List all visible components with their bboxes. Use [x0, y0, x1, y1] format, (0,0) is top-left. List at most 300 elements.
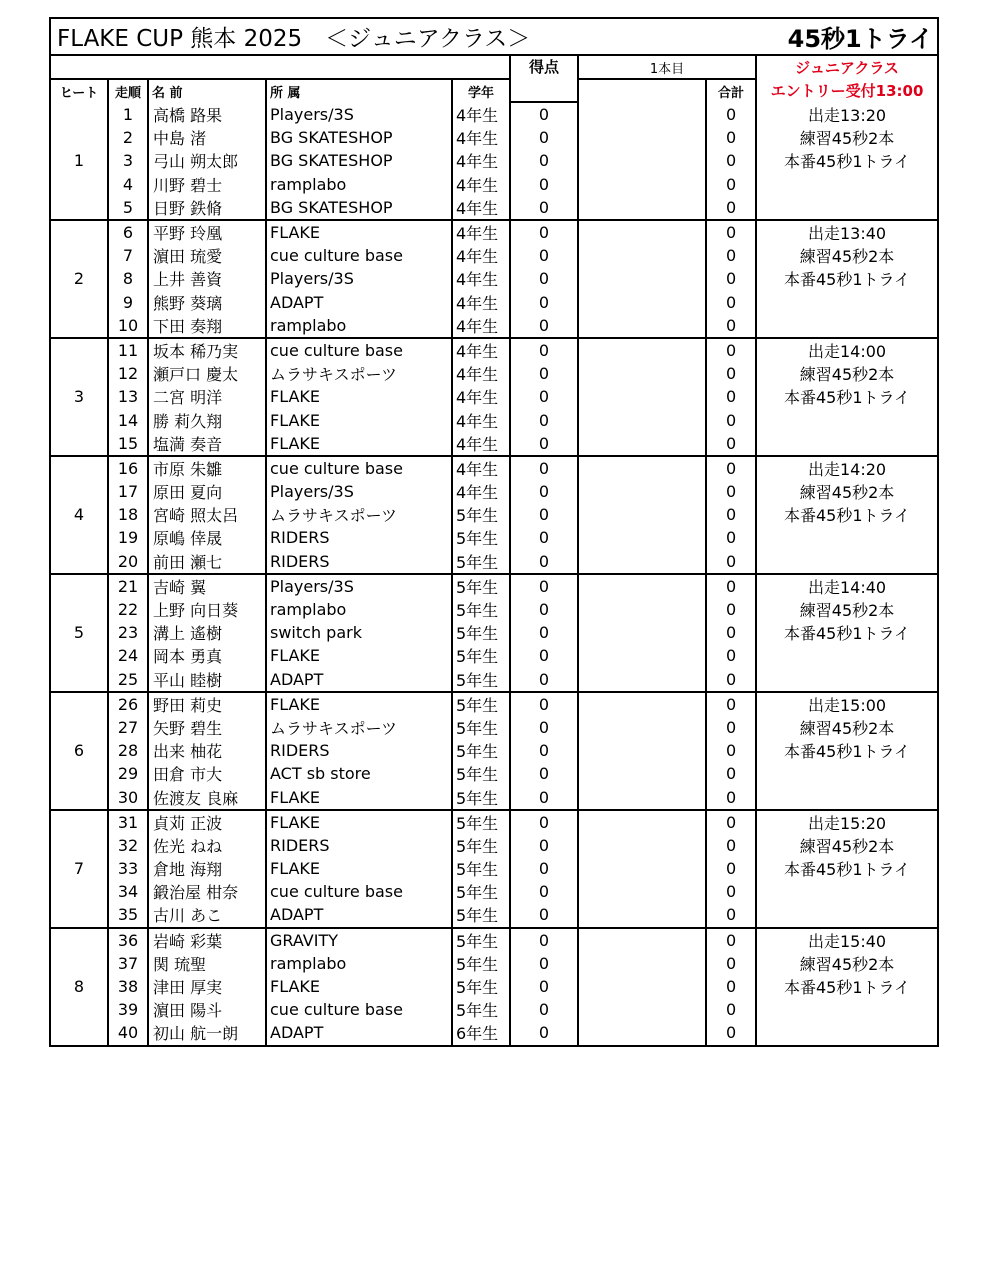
rider-score: 0 — [510, 220, 578, 244]
class-label: ジュニアクラス — [756, 55, 938, 79]
heat-info-blank — [756, 998, 938, 1021]
rider-name: 原嶋 倖晟 — [148, 526, 266, 549]
rider-team: GRAVITY — [266, 928, 452, 952]
rider-total: 0 — [706, 126, 756, 149]
heat-info: 練習45秒2本 — [756, 598, 938, 621]
rider-score: 0 — [510, 857, 578, 880]
rider-name: 佐渡友 良麻 — [148, 785, 266, 809]
run1-cell — [578, 385, 706, 408]
heat-info-blank — [756, 1021, 938, 1045]
heat-info: 本番45秒1トライ — [756, 149, 938, 172]
rider-team: Players/3S — [266, 480, 452, 503]
run1-cell — [578, 173, 706, 196]
table-row — [50, 550, 938, 574]
run1-cell — [578, 880, 706, 903]
rider-team: Players/3S — [266, 574, 452, 598]
rider-name: 上井 善資 — [148, 267, 266, 290]
rider-grade: 4年生 — [452, 362, 510, 385]
run-order: 14 — [108, 408, 148, 431]
heat-info: 出走15:20 — [756, 810, 938, 834]
heat-info: 出走15:40 — [756, 928, 938, 952]
heat-info-blank — [756, 762, 938, 785]
rider-grade: 4年生 — [452, 432, 510, 456]
run-order: 23 — [108, 621, 148, 644]
run-order: 32 — [108, 834, 148, 857]
run-order: 28 — [108, 739, 148, 762]
rider-name: 濵田 琉愛 — [148, 244, 266, 267]
rider-total: 0 — [706, 692, 756, 716]
rider-grade: 5年生 — [452, 574, 510, 598]
run-order: 24 — [108, 644, 148, 667]
rider-grade: 5年生 — [452, 668, 510, 692]
rider-total: 0 — [706, 621, 756, 644]
rider-team: RIDERS — [266, 739, 452, 762]
heat-info: 練習45秒2本 — [756, 244, 938, 267]
run1-cell — [578, 598, 706, 621]
rider-grade: 4年生 — [452, 338, 510, 362]
table-row — [50, 928, 938, 952]
rider-name: 鍛治屋 柑奈 — [148, 880, 266, 903]
rider-team: ramplabo — [266, 952, 452, 975]
heat-info: 出走14:00 — [756, 338, 938, 362]
run-order: 26 — [108, 692, 148, 716]
rider-score: 0 — [510, 314, 578, 338]
table-row — [50, 692, 938, 716]
rider-grade: 5年生 — [452, 644, 510, 667]
rider-team: FLAKE — [266, 432, 452, 456]
rider-team: FLAKE — [266, 408, 452, 431]
run-order: 25 — [108, 668, 148, 692]
rider-team: cue culture base — [266, 880, 452, 903]
heat-info-blank — [756, 526, 938, 549]
table-row — [50, 810, 938, 834]
rider-grade: 5年生 — [452, 762, 510, 785]
run-order: 15 — [108, 432, 148, 456]
rider-name: 矢野 碧生 — [148, 716, 266, 739]
rider-grade: 5年生 — [452, 692, 510, 716]
table-row — [50, 621, 938, 644]
rider-total: 0 — [706, 220, 756, 244]
rider-team: FLAKE — [266, 644, 452, 667]
table-row — [50, 267, 938, 290]
table-row — [50, 834, 938, 857]
table-row — [50, 149, 938, 172]
run-order: 18 — [108, 503, 148, 526]
table-row — [50, 385, 938, 408]
table-row — [50, 975, 938, 998]
run1-cell — [578, 503, 706, 526]
rider-total: 0 — [706, 196, 756, 220]
table-row — [50, 244, 938, 267]
run-order: 3 — [108, 149, 148, 172]
rider-grade: 4年生 — [452, 480, 510, 503]
heat-number: 3 — [50, 338, 108, 456]
rider-total: 0 — [706, 668, 756, 692]
heat-info-blank — [756, 196, 938, 220]
header-grade: 学年 — [452, 79, 510, 102]
rider-grade: 4年生 — [452, 149, 510, 172]
rider-total: 0 — [706, 975, 756, 998]
rider-grade: 4年生 — [452, 291, 510, 314]
rider-score: 0 — [510, 408, 578, 431]
table-row — [50, 480, 938, 503]
rider-name: 岩崎 彩葉 — [148, 928, 266, 952]
heat-number: 8 — [50, 928, 108, 1046]
heat-info-blank — [756, 408, 938, 431]
rider-grade: 5年生 — [452, 716, 510, 739]
heat-number: 6 — [50, 692, 108, 810]
rider-grade: 5年生 — [452, 952, 510, 975]
run-order: 40 — [108, 1021, 148, 1045]
rider-team: Players/3S — [266, 102, 452, 126]
rider-score: 0 — [510, 480, 578, 503]
rider-grade: 4年生 — [452, 126, 510, 149]
rider-score: 0 — [510, 102, 578, 126]
rider-grade: 5年生 — [452, 998, 510, 1021]
rider-grade: 4年生 — [452, 196, 510, 220]
run1-cell — [578, 834, 706, 857]
rider-grade: 4年生 — [452, 244, 510, 267]
heat-info: 練習45秒2本 — [756, 126, 938, 149]
run-order: 35 — [108, 903, 148, 927]
rider-name: 吉崎 翼 — [148, 574, 266, 598]
rider-name: 田倉 市大 — [148, 762, 266, 785]
table-row — [50, 338, 938, 362]
rider-score: 0 — [510, 903, 578, 927]
entry-sheet — [49, 17, 937, 1047]
rider-total: 0 — [706, 362, 756, 385]
run-order: 27 — [108, 716, 148, 739]
rider-name: 岡本 勇真 — [148, 644, 266, 667]
rider-name: 平山 睦樹 — [148, 668, 266, 692]
rider-name: 関 琉聖 — [148, 952, 266, 975]
run-order: 7 — [108, 244, 148, 267]
run1-cell — [578, 716, 706, 739]
rider-total: 0 — [706, 267, 756, 290]
table-row — [50, 998, 938, 1021]
rider-grade: 4年生 — [452, 220, 510, 244]
rider-team: cue culture base — [266, 456, 452, 480]
run-order: 36 — [108, 928, 148, 952]
table-row — [50, 173, 938, 196]
rider-team: BG SKATESHOP — [266, 126, 452, 149]
run1-cell — [578, 267, 706, 290]
rider-total: 0 — [706, 173, 756, 196]
heat-number: 7 — [50, 810, 108, 928]
rider-team: FLAKE — [266, 975, 452, 998]
rider-score: 0 — [510, 762, 578, 785]
rider-score: 0 — [510, 574, 578, 598]
table-row — [50, 220, 938, 244]
header-name: 名 前 — [148, 79, 266, 102]
rider-total: 0 — [706, 456, 756, 480]
heat-info-blank — [756, 314, 938, 338]
table-row — [50, 739, 938, 762]
header-total: 合計 — [706, 79, 756, 102]
run1-cell — [578, 456, 706, 480]
rider-score: 0 — [510, 739, 578, 762]
rider-total: 0 — [706, 716, 756, 739]
header-heat: ヒート — [59, 85, 99, 101]
rider-name: 勝 莉久翔 — [148, 408, 266, 431]
rider-grade: 4年生 — [452, 408, 510, 431]
rider-grade: 5年生 — [452, 834, 510, 857]
heat-info: 練習45秒2本 — [756, 952, 938, 975]
heat-info: 本番45秒1トライ — [756, 975, 938, 998]
rider-grade: 5年生 — [452, 785, 510, 809]
rider-team: RIDERS — [266, 550, 452, 574]
rider-grade: 5年生 — [452, 526, 510, 549]
rider-name: 宮崎 照太呂 — [148, 503, 266, 526]
rider-grade: 6年生 — [452, 1021, 510, 1045]
rider-grade: 5年生 — [452, 550, 510, 574]
rider-team: FLAKE — [266, 220, 452, 244]
table-row — [50, 526, 938, 549]
heat-info: 本番45秒1トライ — [756, 739, 938, 762]
run-order: 13 — [108, 385, 148, 408]
rider-total: 0 — [706, 810, 756, 834]
rider-total: 0 — [706, 644, 756, 667]
heat-info-blank — [756, 668, 938, 692]
heat-info: 本番45秒1トライ — [756, 267, 938, 290]
run-order: 29 — [108, 762, 148, 785]
rider-total: 0 — [706, 503, 756, 526]
rider-name: 佐光 ねね — [148, 834, 266, 857]
rider-total: 0 — [706, 314, 756, 338]
run1-cell — [578, 196, 706, 220]
run1-cell — [578, 291, 706, 314]
rider-name: 高橋 路果 — [148, 102, 266, 126]
run-order: 12 — [108, 362, 148, 385]
table-row — [50, 102, 938, 126]
rider-name: 川野 碧士 — [148, 173, 266, 196]
rider-team: FLAKE — [266, 385, 452, 408]
table-row — [50, 291, 938, 314]
heat-info: 練習45秒2本 — [756, 362, 938, 385]
heat-info: 本番45秒1トライ — [756, 385, 938, 408]
heat-info-blank — [756, 173, 938, 196]
heat-info: 練習45秒2本 — [756, 834, 938, 857]
run1-cell — [578, 102, 706, 126]
heat-info: 本番45秒1トライ — [756, 857, 938, 880]
rider-grade: 5年生 — [452, 598, 510, 621]
table-row — [50, 716, 938, 739]
rider-total: 0 — [706, 739, 756, 762]
rider-name: 初山 航一朗 — [148, 1021, 266, 1045]
run1-cell — [578, 550, 706, 574]
rider-score: 0 — [510, 432, 578, 456]
rider-score: 0 — [510, 244, 578, 267]
heat-info: 練習45秒2本 — [756, 716, 938, 739]
table-row — [50, 880, 938, 903]
rider-total: 0 — [706, 149, 756, 172]
run1-cell — [578, 785, 706, 809]
entry-label: エントリー受付13:00 — [756, 79, 938, 102]
rider-total: 0 — [706, 385, 756, 408]
run1-cell — [578, 314, 706, 338]
table-row — [50, 574, 938, 598]
heat-info: 出走14:40 — [756, 574, 938, 598]
rider-total: 0 — [706, 574, 756, 598]
run-order: 34 — [108, 880, 148, 903]
rider-score: 0 — [510, 267, 578, 290]
table-row — [50, 762, 938, 785]
rider-team: BG SKATESHOP — [266, 196, 452, 220]
run-order: 33 — [108, 857, 148, 880]
run1-cell — [578, 952, 706, 975]
run1-cell — [578, 998, 706, 1021]
rider-name: 日野 鉄脩 — [148, 196, 266, 220]
rider-grade: 5年生 — [452, 857, 510, 880]
rider-name: 古川 あこ — [148, 903, 266, 927]
rider-grade: 4年生 — [452, 102, 510, 126]
rider-score: 0 — [510, 668, 578, 692]
run1-cell — [578, 362, 706, 385]
run1-cell — [578, 903, 706, 927]
run1-cell — [578, 526, 706, 549]
rider-score: 0 — [510, 834, 578, 857]
table-row — [50, 503, 938, 526]
heat-number: 5 — [50, 574, 108, 692]
rider-total: 0 — [706, 598, 756, 621]
run-order: 4 — [108, 173, 148, 196]
rider-score: 0 — [510, 810, 578, 834]
table-row — [50, 314, 938, 338]
rider-total: 0 — [706, 102, 756, 126]
rider-score: 0 — [510, 385, 578, 408]
rider-total: 0 — [706, 432, 756, 456]
heat-info: 本番45秒1トライ — [756, 503, 938, 526]
rider-grade: 5年生 — [452, 880, 510, 903]
rider-grade: 5年生 — [452, 739, 510, 762]
run-order: 19 — [108, 526, 148, 549]
rider-name: 塩満 奏音 — [148, 432, 266, 456]
rider-total: 0 — [706, 408, 756, 431]
heat-info: 出走13:40 — [756, 220, 938, 244]
run-order: 2 — [108, 126, 148, 149]
heat-info: 本番45秒1トライ — [756, 621, 938, 644]
heat-info-blank — [756, 432, 938, 456]
rider-team: cue culture base — [266, 244, 452, 267]
header-run1-blank — [578, 79, 706, 102]
rider-score: 0 — [510, 1021, 578, 1045]
table-row — [50, 126, 938, 149]
run-order: 16 — [108, 456, 148, 480]
table-row — [50, 903, 938, 927]
rider-team: FLAKE — [266, 810, 452, 834]
rider-score: 0 — [510, 880, 578, 903]
rider-team: cue culture base — [266, 338, 452, 362]
heat-table — [49, 17, 939, 1047]
run-order: 11 — [108, 338, 148, 362]
rider-team: FLAKE — [266, 857, 452, 880]
rider-total: 0 — [706, 928, 756, 952]
heat-info-blank — [756, 903, 938, 927]
rider-team: FLAKE — [266, 785, 452, 809]
rider-name: 倉地 海翔 — [148, 857, 266, 880]
run-order: 17 — [108, 480, 148, 503]
rider-score: 0 — [510, 998, 578, 1021]
table-row — [50, 785, 938, 809]
page-title: FLAKE CUP 熊本 2025 ＜ジュニアクラス＞ — [50, 18, 578, 55]
heat-info: 練習45秒2本 — [756, 480, 938, 503]
rider-score: 0 — [510, 785, 578, 809]
rider-name: 前田 瀬七 — [148, 550, 266, 574]
rider-score: 0 — [510, 716, 578, 739]
heat-info: 出走13:20 — [756, 102, 938, 126]
rider-team: Players/3S — [266, 267, 452, 290]
rider-team: ADAPT — [266, 291, 452, 314]
table-row — [50, 432, 938, 456]
rider-score: 0 — [510, 550, 578, 574]
run1-cell — [578, 621, 706, 644]
run1-cell — [578, 975, 706, 998]
table-row — [50, 598, 938, 621]
run1-cell — [578, 739, 706, 762]
run1-cell — [578, 220, 706, 244]
heat-info-blank — [756, 880, 938, 903]
heat-number: 1 — [50, 102, 108, 220]
header-blank — [50, 55, 510, 79]
rider-team: FLAKE — [266, 692, 452, 716]
heat-info-blank — [756, 785, 938, 809]
rider-score: 0 — [510, 362, 578, 385]
format-label: 45秒1トライ — [578, 18, 938, 55]
run1-cell — [578, 810, 706, 834]
rider-name: 弓山 朔太郎 — [148, 149, 266, 172]
header-team: 所 属 — [266, 79, 452, 102]
rider-team: BG SKATESHOP — [266, 149, 452, 172]
rider-total: 0 — [706, 998, 756, 1021]
rider-name: 市原 朱雛 — [148, 456, 266, 480]
table-row — [50, 857, 938, 880]
rider-total: 0 — [706, 526, 756, 549]
rider-score: 0 — [510, 928, 578, 952]
rider-team: ムラサキスポーツ — [266, 362, 452, 385]
rider-total: 0 — [706, 952, 756, 975]
rider-team: ACT sb store — [266, 762, 452, 785]
rider-name: 下田 奏翔 — [148, 314, 266, 338]
rider-grade: 4年生 — [452, 314, 510, 338]
rider-score: 0 — [510, 692, 578, 716]
rider-total: 0 — [706, 338, 756, 362]
rider-total: 0 — [706, 550, 756, 574]
table-row — [50, 668, 938, 692]
heat-info-blank — [756, 550, 938, 574]
run1-cell — [578, 126, 706, 149]
run-order: 31 — [108, 810, 148, 834]
rider-team: ramplabo — [266, 173, 452, 196]
table-row — [50, 196, 938, 220]
rider-grade: 4年生 — [452, 456, 510, 480]
rider-score: 0 — [510, 952, 578, 975]
rider-total: 0 — [706, 857, 756, 880]
run-order: 10 — [108, 314, 148, 338]
rider-team: ADAPT — [266, 1021, 452, 1045]
run1-cell — [578, 928, 706, 952]
run1-cell — [578, 692, 706, 716]
rider-score: 0 — [510, 291, 578, 314]
header-run1: 1本目 — [578, 55, 756, 79]
run-order: 37 — [108, 952, 148, 975]
rider-name: 貞苅 正波 — [148, 810, 266, 834]
rider-grade: 4年生 — [452, 385, 510, 408]
rider-score: 0 — [510, 456, 578, 480]
rider-team: RIDERS — [266, 834, 452, 857]
rider-name: 津田 厚実 — [148, 975, 266, 998]
rider-team: ADAPT — [266, 668, 452, 692]
rider-score: 0 — [510, 149, 578, 172]
